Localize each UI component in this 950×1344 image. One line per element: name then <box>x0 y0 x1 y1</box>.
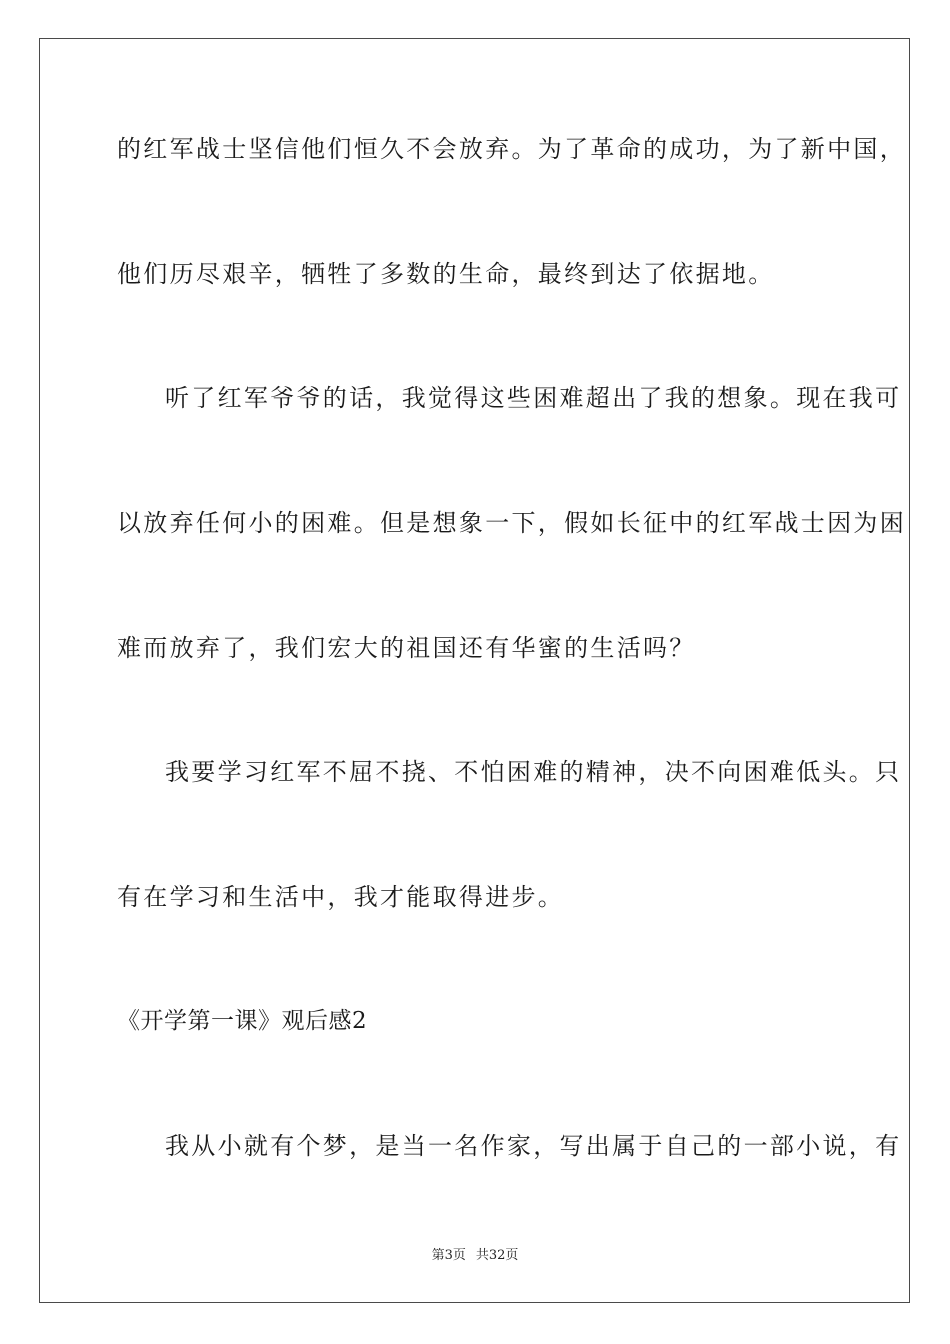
section-heading: 《开学第一课》观后感2 <box>117 1008 368 1034</box>
paragraph-start-line: 听了红军爷爷的话，我觉得这些困难超出了我的想象。现在我可 <box>165 384 902 412</box>
paragraph-start-line: 我要学习红军不屈不挠、不怕困难的精神，决不向困难低头。只 <box>165 758 902 786</box>
body-text-line: 以放弃任何小的困难。但是想象一下，假如长征中的红军战士因为困 <box>117 509 906 537</box>
page-border <box>39 38 910 1303</box>
body-text-line: 有在学习和生活中，我才能取得进步。 <box>117 883 565 911</box>
page-footer <box>0 1247 950 1265</box>
page-number: 第3页 <box>431 1248 466 1263</box>
page-total: 共32页 <box>475 1248 519 1263</box>
body-text-line: 难而放弃了，我们宏大的祖国还有华蜜的生活吗？ <box>117 634 696 662</box>
paragraph-start-line: 我从小就有个梦，是当一名作家，写出属于自己的一部小说，有 <box>165 1132 902 1160</box>
body-text-line: 他们历尽艰辛，牺牲了多数的生命，最终到达了依据地。 <box>117 260 775 288</box>
body-text-line: 的红军战士坚信他们恒久不会放弃。为了革命的成功，为了新中国， <box>117 135 906 163</box>
